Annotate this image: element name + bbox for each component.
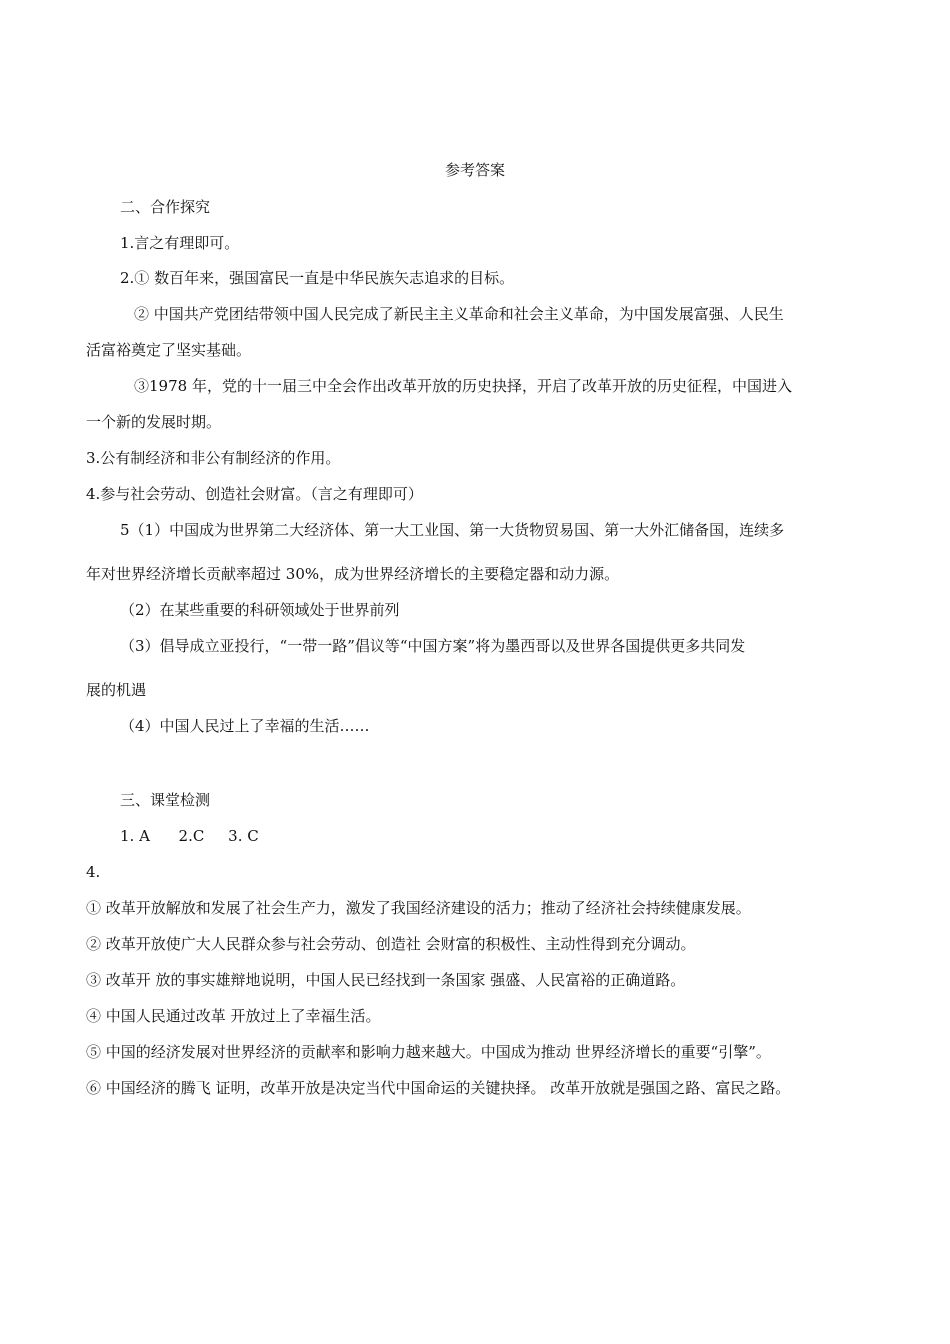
test-answer-item: ① 改革开放解放和发展了社会生产力，激发了我国经济建设的活力；推动了经济社会持续健康发展。 [86,899,751,917]
answer-2-3-line1: ③1978 年，党的十一届三中全会作出改革开放的历史抉择，开启了改革开放的历史征程，中国进入 [134,377,792,395]
answer-1: 1.言之有理即可。 [120,234,240,252]
test-answer-item: ④ 中国人民通过改革 开放过上了幸福生活。 [86,1007,381,1025]
test-answer-item: ⑥ 中国经济的腾飞 证明，改革开放是决定当代中国命运的关键抉择。 改革开放就是强国之路、富民之路。 [86,1079,791,1097]
answer-5-3-line2: 展的机遇 [86,681,147,699]
section-heading-classroom-test: 三、课堂检测 [120,791,211,809]
answer-3: 3.公有制经济和非公有制经济的作用。 [86,449,341,467]
answer-2-2-line1: ② 中国共产党团结带领中国人民完成了新民主主义革命和社会主义革命，为中国发展富强、人民生 [134,305,784,323]
answer-2-2-line2: 活富裕奠定了坚实基础。 [86,341,252,359]
section-heading-cooperative-inquiry: 二、合作探究 [120,198,211,216]
test-answer-item: ③ 改革开 放的事实雄辩地说明，中国人民已经找到一条国家 强盛、人民富裕的正确道路。 [86,971,686,989]
answer-5-1-line1: 5（1）中国成为世界第二大经济体、第一大工业国、第一大货物贸易国、第一大外汇储备国，连续多 [120,521,785,539]
choice-answers: 1. A 2.C 3. C [120,827,259,845]
question-4-label: 4. [86,863,101,881]
answer-5-1-line2: 年对世界经济增长贡献率超过 30%，成为世界经济增长的主要稳定器和动力源。 [86,565,620,583]
test-answer-item: ② 改革开放使广大人民群众参与社会劳动、创造社 会财富的积极性、主动性得到充分调动。 [86,935,696,953]
answer-5-2: （2）在某些重要的科研领域处于世界前列 [120,601,400,619]
page-title: 参考答案 [444,161,505,179]
test-answer-item: ⑤ 中国的经济发展对世界经济的贡献率和影响力越来越大。中国成为推动 世界经济增长的重要“引擎”。 [86,1043,771,1061]
answer-5-3-line1: （3）倡导成立亚投行，“一带一路”倡议等“中国方案”将为墨西哥以及世界各国提供更多共同发 [120,637,746,655]
answer-4: 4.参与社会劳动、创造社会财富。（言之有理即可） [86,485,423,503]
answer-2-1: 2.① 数百年来，强国富民一直是中华民族矢志追求的目标。 [120,269,515,287]
answer-5-4: （4）中国人民过上了幸福的生活…… [120,717,370,735]
answer-2-3-line2: 一个新的发展时期。 [86,413,222,431]
